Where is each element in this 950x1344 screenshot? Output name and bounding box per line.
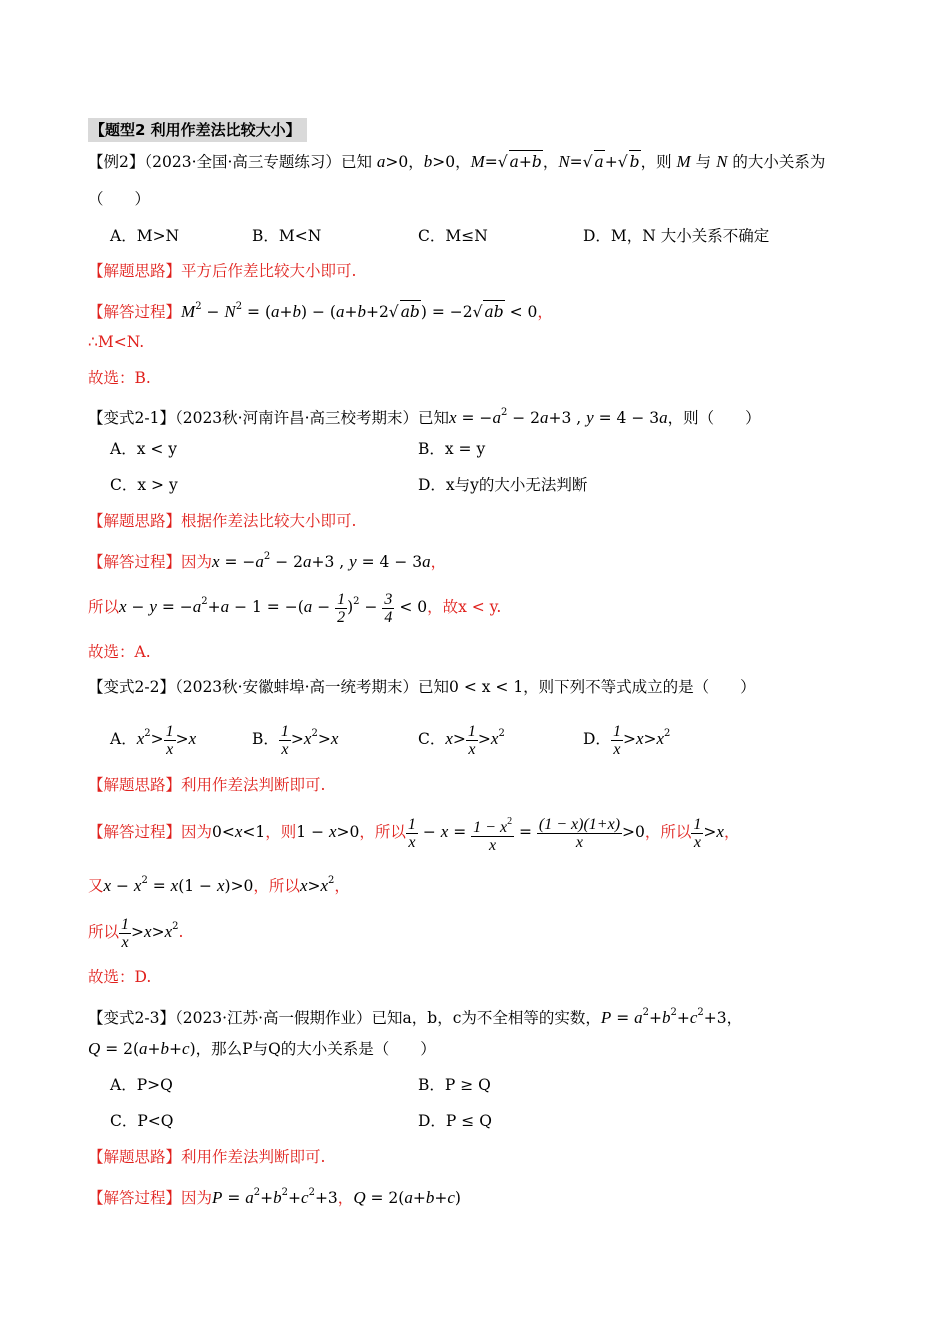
conclusion: ∴M<N. xyxy=(88,333,145,351)
option-c: C．P<Q xyxy=(110,1112,174,1130)
option-a: A．P>Q xyxy=(110,1076,173,1094)
option-a: A．M>N xyxy=(110,227,180,245)
example-2-bracket: （ ） xyxy=(88,190,151,208)
option-d: D．x与y的大小无法判断 xyxy=(418,476,588,494)
variant-2-3-stem: 【变式2-3】（2023·江苏·高一假期作业）已知a，b，c为不全相等的实数，$P = a^2+b^2+c^2+3$， xyxy=(88,1007,743,1027)
option-c: C．M≤N xyxy=(418,227,488,245)
solve-process: 【解答过程】因为$x = -a^2 - 2a+3$ , y = 4 − 3a， xyxy=(88,551,447,571)
derivation: 所以$x - y = -a^2+a - 1 = -(a$ − $\frac{1}{2}$ )$^2$ − $\frac{3}{4}$ < 0，故x < y. xyxy=(88,590,502,626)
option-b: B．x = y xyxy=(418,440,486,458)
option-b: B．M<N xyxy=(252,227,322,245)
example-tag: 【例2】 xyxy=(88,153,145,171)
option-c: C．x> $\frac{1}{x}$ $>x^2$ xyxy=(418,722,505,758)
variant-2-3-stem-2: Q = 2(a+b+c)，那么P与Q的大小关系是（ ） xyxy=(88,1039,436,1058)
solve-idea: 【解题思路】根据作差法比较大小即可. xyxy=(88,512,357,530)
option-d: D． $\frac{1}{x}$ $>x>x^2$ xyxy=(583,722,671,758)
option-d: D．M，N 大小关系不确定 xyxy=(583,227,770,245)
option-a: A．$x^2>$ $\frac{1}{x}$ >x xyxy=(110,722,197,758)
solve-idea: 【解题思路】利用作差法判断即可. xyxy=(88,1148,326,1166)
solve-process: 【解答过程】因为$P = a^2+b^2+c^2+3$，Q = 2(a+b+c) xyxy=(88,1187,461,1207)
example-source: （2023·全国·高三专题练习） xyxy=(144,153,341,171)
solve-process: 【解答过程】$M^2 - N^2 = (a+b) - (a+b+2√$ ab) = −2√ ab < 0， xyxy=(88,301,553,321)
solve-idea: 【解题思路】利用作差法判断即可. xyxy=(88,776,326,794)
derivation: 所以 $\frac{1}{x}$ $>x>x^2$. xyxy=(88,915,184,951)
derivation: 又$x - x^2 = x(1 - x)>0$，所以$x>x^2$， xyxy=(88,875,350,895)
option-d: D．P ≤ Q xyxy=(418,1112,492,1130)
answer: 故选：B. xyxy=(88,369,151,387)
answer: 故选：D. xyxy=(88,968,152,986)
option-b: B． $\frac{1}{x}$ $>x^2>x$ xyxy=(252,722,339,758)
solve-process: 【解答过程】因为0<x<1，则1 − x>0，所以 $\frac{1}{x}$ − x = $\frac{1 - x^2}{x}$ = $\frac{(1 - x)(1+x)}{x}$ >0，所以 $\frac{1}{x}$ >x， xyxy=(88,810,739,854)
example-2-stem: 【例2】（2023·全国·高三专题练习）已知 a>0，b>0，M=√ a+b，N=√ a+√ b，则 M 与 N 的大小关系为 xyxy=(88,152,826,171)
solve-idea: 【解题思路】平方后作差比较大小即可. xyxy=(88,262,357,280)
option-a: A．x < y xyxy=(110,440,178,458)
variant-2-1-stem: 【变式2-1】（2023秋·河南许昌·高三校考期末）已知$x = -a^2 - 2a+3$ , y = 4 − 3a，则（ ） xyxy=(88,407,761,427)
variant-2-2-stem: 【变式2-2】（2023秋·安徽蚌埠·高一统考期末）已知0 < x < 1，则下列不等式成立的是（ ） xyxy=(88,678,756,696)
answer: 故选：A. xyxy=(88,643,151,661)
option-b: B．P ≥ Q xyxy=(418,1076,491,1094)
option-c: C．x > y xyxy=(110,476,178,494)
section-title: 【题型2 利用作差法比较大小】 xyxy=(88,118,307,142)
